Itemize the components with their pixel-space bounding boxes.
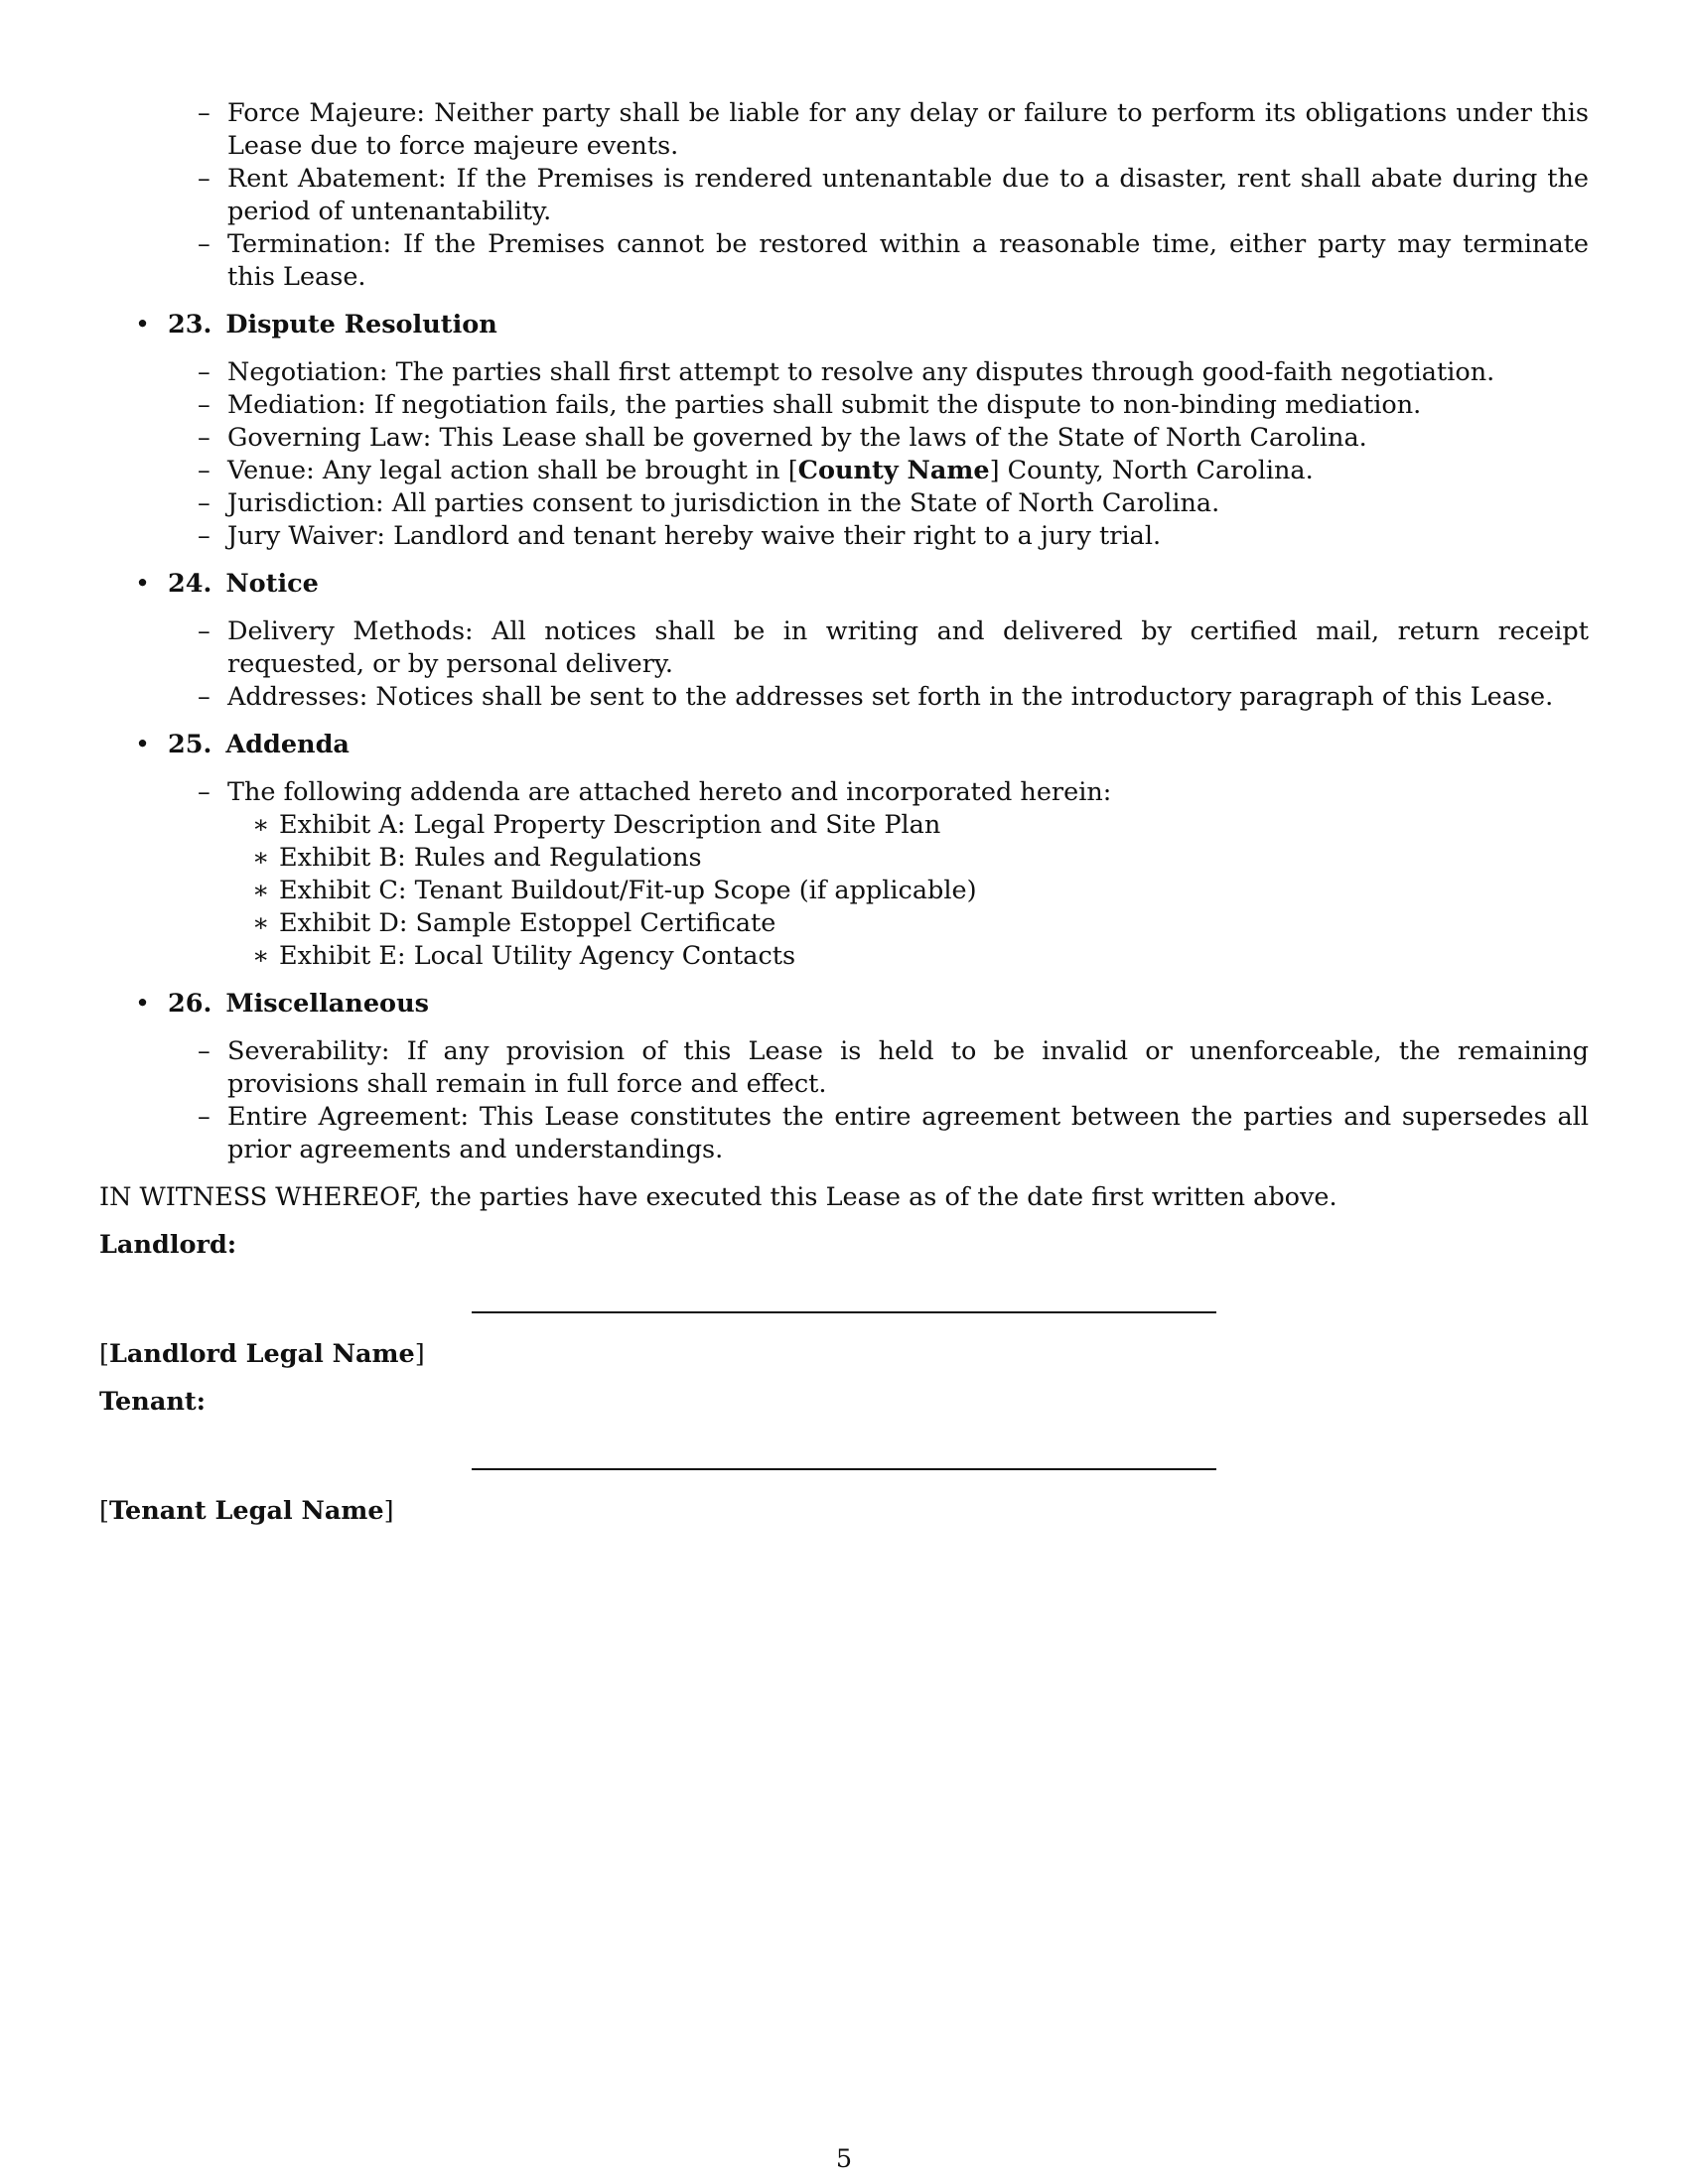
tenant-name: [Tenant Legal Name]	[99, 1496, 394, 1526]
exhibit-item: ∗ Exhibit E: Local Utility Agency Contacts	[227, 940, 1589, 973]
exhibit-item: ∗ Exhibit B: Rules and Regulations	[227, 842, 1589, 875]
section-dispute-resolution	[99, 309, 1589, 553]
list-item: – Entire Agreement: This Lease constitutes the entire agreement between the parties and supersedes all prior agreements and understandings.	[168, 1101, 1589, 1166]
bullet-icon: •	[135, 730, 151, 759]
exhibit-item: ∗ Exhibit A: Legal Property Description and Site Plan	[227, 809, 1589, 842]
tenant-label: Tenant:	[99, 1387, 207, 1417]
list-item: – Severability: If any provision of this Lease is held to be invalid or unenforceable, the remaining provisions shall remain in full force and effect.	[168, 1035, 1589, 1101]
list-item: – Termination: If the Premises cannot be restored within a reasonable time, either party may terminate this Lease.	[99, 228, 1589, 294]
bullet-icon: •	[135, 989, 151, 1019]
list-item: – Addresses: Notices shall be sent to the addresses set forth in the introductory paragraph of this Lease.	[168, 681, 1589, 714]
section-heading: 23. Dispute Resolution	[168, 310, 497, 340]
list-item: – Negotiation: The parties shall first attempt to resolve any disputes through good-faith negotiation.	[168, 356, 1589, 389]
page-number: 5	[835, 2144, 853, 2174]
list-item: – Mediation: If negotiation fails, the parties shall submit the dispute to non-binding mediation.	[168, 389, 1589, 422]
exhibit-item: ∗ Exhibit D: Sample Estoppel Certificate	[227, 907, 1589, 940]
section-notice	[99, 568, 1589, 714]
list-item: – Rent Abatement: If the Premises is rendered untenantable due to a disaster, rent shall abate during the period of untenantability.	[99, 163, 1589, 228]
section-heading: 24. Notice	[168, 569, 319, 599]
list-item: – The following addenda are attached hereto and incorporated herein: ∗ Exhibit A: Legal Property Description and Site Plan ∗ Exhibit B: Rules and Regulations ∗ Exhibit C: Tenant Buildout/Fit-up Scope (if applicable) ∗ Exhibit D: Sample Estoppel Certificate ∗ Exhibit E: Local Utility Agency Contacts	[168, 776, 1589, 973]
section-miscellaneous	[99, 988, 1589, 1166]
bullet-icon: •	[135, 569, 151, 599]
landlord-name: [Landlord Legal Name]	[99, 1339, 425, 1369]
list-item: – Delivery Methods: All notices shall be in writing and delivered by certified mail, return receipt requested, or by personal delivery.	[168, 615, 1589, 681]
witness-clause: IN WITNESS WHEREOF, the parties have executed this Lease as of the date first written above.	[99, 1182, 1337, 1212]
county-placeholder: County Name	[797, 456, 990, 485]
section-addenda	[99, 729, 1589, 973]
landlord-label: Landlord:	[99, 1230, 237, 1260]
continuation-list	[99, 97, 1589, 294]
list-item: – Force Majeure: Neither party shall be liable for any delay or failure to perform its obligations under this Lease due to force majeure events.	[99, 97, 1589, 163]
list-item: – Venue: Any legal action shall be brought in [County Name] County, North Carolina.	[168, 455, 1589, 487]
exhibit-item: ∗ Exhibit C: Tenant Buildout/Fit-up Scope (if applicable)	[227, 875, 1589, 907]
section-heading: 25. Addenda	[168, 730, 350, 759]
section-heading: 26. Miscellaneous	[168, 989, 429, 1019]
list-item: – Jury Waiver: Landlord and tenant hereby waive their right to a jury trial.	[168, 520, 1589, 553]
list-item: – Governing Law: This Lease shall be governed by the laws of the State of North Carolina.	[168, 422, 1589, 455]
list-item: – Jurisdiction: All parties consent to jurisdiction in the State of North Carolina.	[168, 487, 1589, 520]
document-page	[99, 97, 1589, 1528]
bullet-icon: •	[135, 310, 151, 340]
